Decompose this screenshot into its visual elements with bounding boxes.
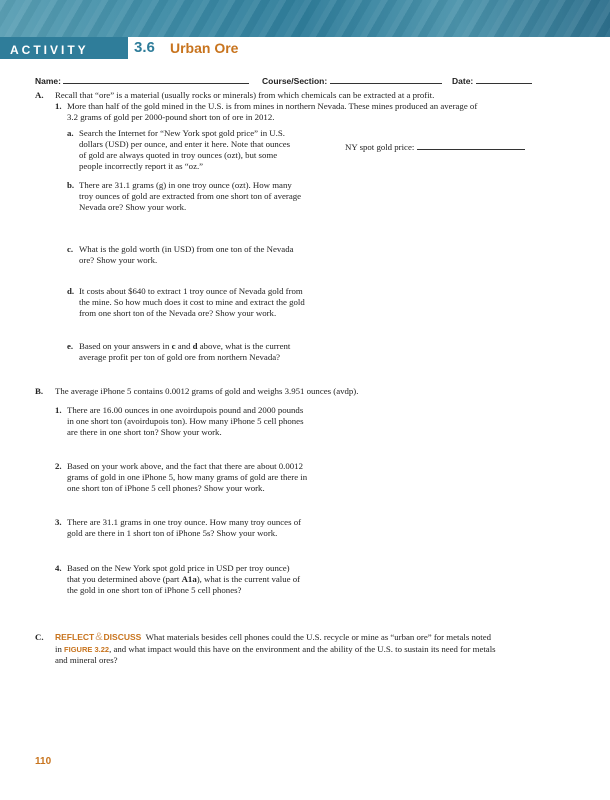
a1-line2: 3.2 grams of gold per 2000-pound short ton of ore in 2012.: [67, 112, 275, 122]
b2-line1: Based on your work above, and the fact that there are about 0.0012: [67, 461, 303, 471]
reflect-label: REFLECT: [55, 632, 95, 642]
activity-title: Urban Ore: [170, 40, 239, 56]
a1d-line2: the mine. So how much does it cost to mine and extract the gold: [79, 297, 305, 307]
b2-line3: one short ton of iPhone 5 cell phones? Show your work.: [67, 483, 265, 493]
c-line3: and mineral ores?: [55, 655, 118, 665]
b4-text-post: ), what is the current value of: [196, 574, 301, 584]
c-line1: [55, 632, 491, 643]
figure-reference[interactable]: FIGURE 3.22: [64, 645, 110, 654]
c-question-line1: What materials besides cell phones could the U.S. recycle or mine as “urban ore” for metals noted: [145, 632, 491, 642]
b2-number: 2.: [55, 461, 62, 471]
a1a-line3: of gold are always quoted in troy ounces (ozt), but some: [79, 150, 278, 160]
a1d-line1: It costs about $640 to extract 1 troy ounce of Nevada gold from: [79, 286, 303, 296]
a1a-line1: Search the Internet for “New York spot gold price” in U.S.: [79, 128, 285, 138]
ny-gold-price-blank[interactable]: [417, 141, 525, 150]
b1-line2: in one short ton (avoirdupois ton). How many iPhone 5 cell phones: [67, 416, 304, 426]
a1e-line2: average profit per ton of gold ore from northern Nevada?: [79, 352, 281, 362]
a1-number: 1.: [55, 101, 62, 111]
ny-gold-price-field[interactable]: [345, 141, 525, 153]
section-b-intro: The average iPhone 5 contains 0.0012 grams of gold and weighs 3.951 ounces (avdp).: [55, 386, 359, 396]
b3-line2: gold are there in 1 short ton of iPhone 5s? Show your work.: [67, 528, 278, 538]
header-banner: [0, 0, 610, 37]
date-label: Date:: [452, 76, 474, 86]
a1b-line3: Nevada ore? Show your work.: [79, 202, 187, 212]
b3-number: 3.: [55, 517, 62, 527]
b4-ref-a1a: A1a: [181, 574, 197, 584]
discuss-label: DISCUSS: [103, 632, 142, 642]
page-number: 110: [35, 756, 52, 767]
c-line2: [55, 644, 496, 656]
activity-number: 3.6: [134, 39, 155, 56]
a1c-label: c.: [67, 244, 74, 254]
a1b-line1: There are 31.1 grams (g) in one troy ounce (ozt). How many: [79, 180, 292, 190]
a1e-text-and: and: [175, 341, 193, 351]
b2-line2: grams of gold in one iPhone 5, how many grams of gold are there in: [67, 472, 308, 482]
b1-line1: There are 16.00 ounces in one avoirdupois pound and 2000 pounds: [67, 405, 304, 415]
a1e-line1: [79, 341, 290, 352]
name-label: Name:: [35, 76, 61, 86]
a1e-label: e.: [67, 341, 74, 351]
name-field[interactable]: [35, 75, 249, 86]
name-blank[interactable]: [63, 75, 249, 84]
section-b-letter: B.: [35, 386, 44, 396]
a1b-line2: troy ounces of gold are extracted from one short ton of average: [79, 191, 302, 201]
activity-label: ACTIVITY: [10, 43, 89, 57]
a1e-ref-d: d: [192, 341, 198, 351]
a1d-line3: from one short ton of the Nevada ore? Show your work.: [79, 308, 277, 318]
c-text-post: , and what impact would this have on the environment and the ability of the U.S. to sustain its need for metals: [109, 644, 496, 654]
a1e-text-pre: Based on your answers in: [79, 341, 172, 351]
a1a-line2: dollars (USD) per ounce, and enter it here. Note that ounces: [79, 139, 291, 149]
reflect-amp: &: [95, 631, 103, 643]
a1c-line1: What is the gold worth (in USD) from one ton of the Nevada: [79, 244, 294, 254]
b4-line3: the gold in one short ton of iPhone 5 cell phones?: [67, 585, 242, 595]
banner-texture: [0, 0, 610, 37]
section-a-letter: A.: [35, 90, 44, 100]
b4-line1: Based on the New York spot gold price in USD per troy ounce): [67, 563, 290, 573]
ny-gold-price-label: NY spot gold price:: [345, 142, 415, 152]
course-blank[interactable]: [330, 75, 442, 84]
a1c-line2: ore? Show your work.: [79, 255, 158, 265]
c-text-pre: in: [55, 644, 65, 654]
date-field[interactable]: [452, 75, 532, 86]
course-field[interactable]: [262, 75, 442, 86]
b4-number: 4.: [55, 563, 62, 573]
a1d-label: d.: [67, 286, 75, 296]
a1e-ref-c: c: [171, 341, 176, 351]
b3-line1: There are 31.1 grams in one troy ounce. How many troy ounces of: [67, 517, 302, 527]
a1e-text-post: above, what is the current: [197, 341, 291, 351]
a1a-label: a.: [67, 128, 74, 138]
date-blank[interactable]: [476, 75, 532, 84]
section-a-intro: Recall that “ore” is a material (usually rocks or minerals) from which chemicals can be extracted at a profit.: [55, 90, 435, 100]
b4-line2: [67, 574, 300, 585]
b1-line3: are there in one short ton? Show your work.: [67, 427, 222, 437]
a1a-line4: people incorrectly report it as “oz.”: [79, 161, 204, 171]
b1-number: 1.: [55, 405, 62, 415]
a1-line1: More than half of the gold mined in the U.S. is from mines in northern Nevada. These mines produced an average of: [67, 101, 478, 111]
section-c-letter: C.: [35, 632, 44, 642]
b4-text-pre: that you determined above (part: [67, 574, 182, 584]
course-label: Course/Section:: [262, 76, 328, 86]
a1b-label: b.: [67, 180, 75, 190]
